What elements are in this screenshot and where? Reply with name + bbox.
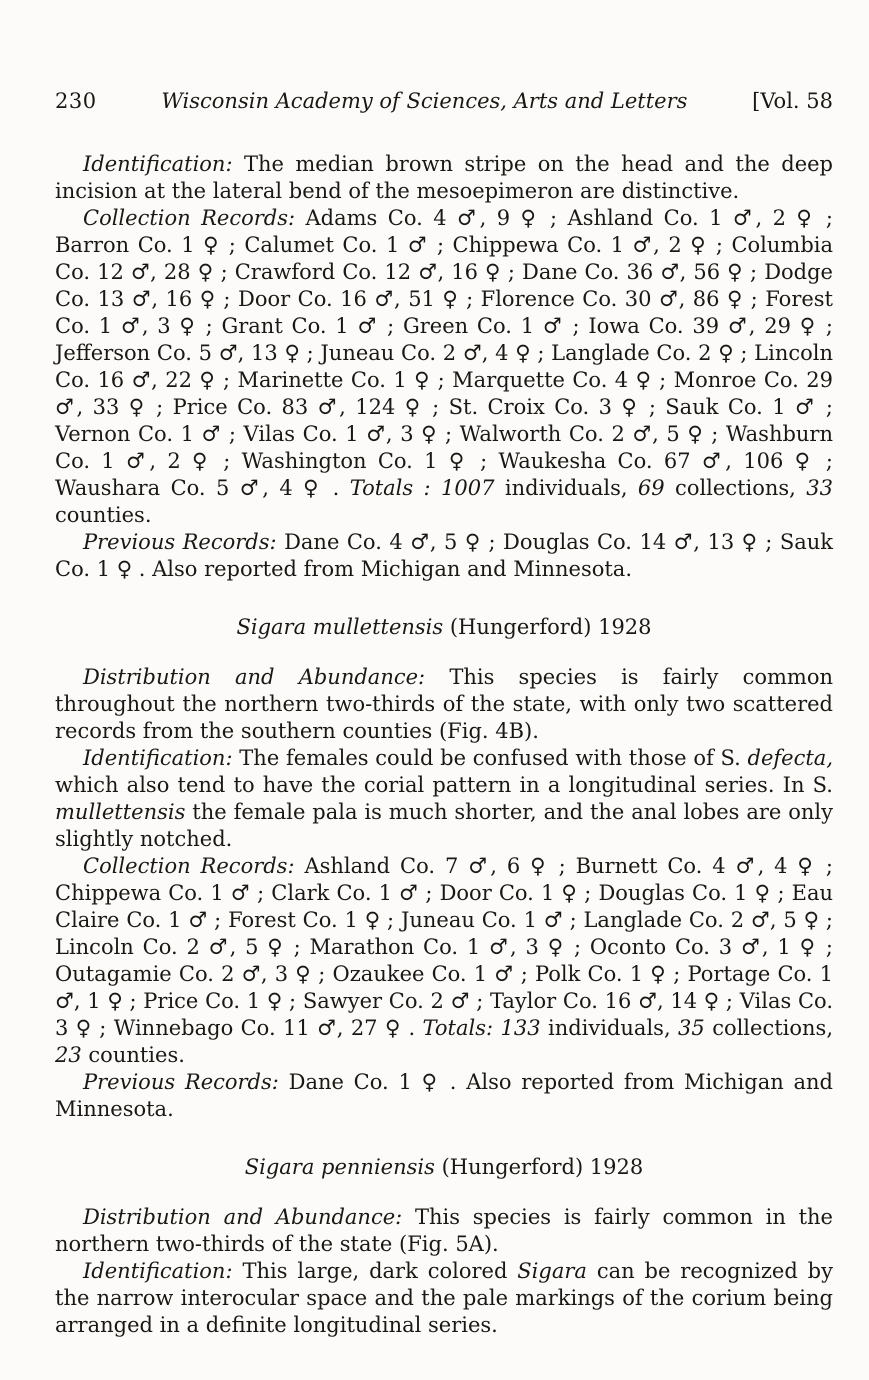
paragraph-distribution-penniensis: Distribution and Abundance: This species is fairly common in the northern two-thirds of the state (Fig. 5A). — [55, 1205, 833, 1256]
paragraph-collection-records-defecta: Collection Records: Adams Co. 4 ♂, 9 ♀ ; Ashland Co. 1 ♂, 2 ♀ ; Barron Co. 1 ♀ ; Calumet Co. 1 ♂ ; Chippewa Co. 1 ♂, 2 ♀ ; Columbia Co. 12 ♂, 28 ♀ ; Crawford Co. 12 ♂, 16 ♀ ; Dane Co. 36 ♂, 56 ♀ ; Dodge Co. 13 ♂, 16 ♀ ; Door Co. 16 ♂, 51 ♀ ; Florence Co. 30 ♂, 86 ♀ ; Forest Co. 1 ♂, 3 ♀ ; Grant Co. 1 ♂ ; Green Co. 1 ♂ ; Iowa Co. 39 ♂, 29 ♀ ; Jefferson Co. 5 ♂, 13 ♀ ; Juneau Co. 2 ♂, 4 ♀ ; Langlade Co. 2 ♀ ; Lincoln Co. 16 ♂, 22 ♀ ; Marinette Co. 1 ♀ ; Marquette Co. 4 ♀ ; Monroe Co. 29 ♂, 33 ♀ ; Price Co. 83 ♂, 124 ♀ ; St. Croix Co. 3 ♀ ; Sauk Co. 1 ♂ ; Vernon Co. 1 ♂ ; Vilas Co. 1 ♂, 3 ♀ ; Walworth Co. 2 ♂, 5 ♀ ; Washburn Co. 1 ♂, 2 ♀ ; Washington Co. 1 ♀ ; Waukesha Co. 67 ♂, 106 ♀ ; Waushara Co. 5 ♂, 4 ♀ . Totals : 1007 individuals, 69 collections, 33 counties. — [55, 206, 834, 527]
paragraph-identification-mullettensis: Identification: The females could be confused with those of S. defecta, which also tend to have the corial pattern in a longitudinal series. In S. mullettensis the female pala is much shorter, and the anal lobes are only slightly notched. — [55, 746, 833, 851]
species-heading-penniensis: Sigara penniensis (Hungerford) 1928 — [244, 1155, 644, 1179]
page-body — [55, 151, 833, 1339]
species-heading-mullettensis: Sigara mullettensis (Hungerford) 1928 — [236, 615, 652, 639]
paragraph-collection-records-mullettensis: Collection Records: Ashland Co. 7 ♂, 6 ♀ ; Burnett Co. 4 ♂, 4 ♀ ; Chippewa Co. 1 ♂ ; Clark Co. 1 ♂ ; Door Co. 1 ♀ ; Douglas Co. 1 ♀ ; Eau Claire Co. 1 ♂ ; Forest Co. 1 ♀ ; Juneau Co. 1 ♂ ; Langlade Co. 2 ♂, 5 ♀ ; Lincoln Co. 2 ♂, 5 ♀ ; Marathon Co. 1 ♂, 3 ♀ ; Oconto Co. 3 ♂, 1 ♀ ; Outagamie Co. 2 ♂, 3 ♀ ; Ozaukee Co. 1 ♂ ; Polk Co. 1 ♀ ; Portage Co. 1 ♂, 1 ♀ ; Price Co. 1 ♀ ; Sawyer Co. 2 ♂ ; Taylor Co. 16 ♂, 14 ♀ ; Vilas Co. 3 ♀ ; Winnebago Co. 11 ♂, 27 ♀ . Totals: 133 individuals, 35 collections, 23 counties. — [55, 854, 833, 1067]
paragraph-previous-records-defecta: Previous Records: Dane Co. 4 ♂, 5 ♀ ; Douglas Co. 14 ♂, 13 ♀ ; Sauk Co. 1 ♀ . Also reported from Michigan and Minnesota. — [55, 530, 834, 581]
page-number: 230 — [55, 89, 97, 113]
journal-title: Wisconsin Academy of Sciences, Arts and Letters — [161, 89, 688, 113]
paragraph-identification-defecta: Identification: The median brown stripe on the head and the deep incision at the lateral bend of the mesoepimeron are distinctive. — [55, 152, 833, 203]
running-head — [55, 88, 833, 115]
paragraph-previous-records-mullettensis: Previous Records: Dane Co. 1 ♀ . Also reported from Michigan and Minnesota. — [55, 1070, 833, 1121]
volume-label: [Vol. 58 — [752, 89, 833, 113]
paragraph-distribution-mullettensis: Distribution and Abundance: This species is fairly common throughout the northern two-thirds of the state, with only two scattered records from the southern counties (Fig. 4B). — [55, 665, 833, 743]
paragraph-identification-penniensis: Identification: This large, dark colored Sigara can be recognized by the narrow interocular space and the pale markings of the corium being arranged in a definite longitudinal series. — [55, 1259, 833, 1337]
